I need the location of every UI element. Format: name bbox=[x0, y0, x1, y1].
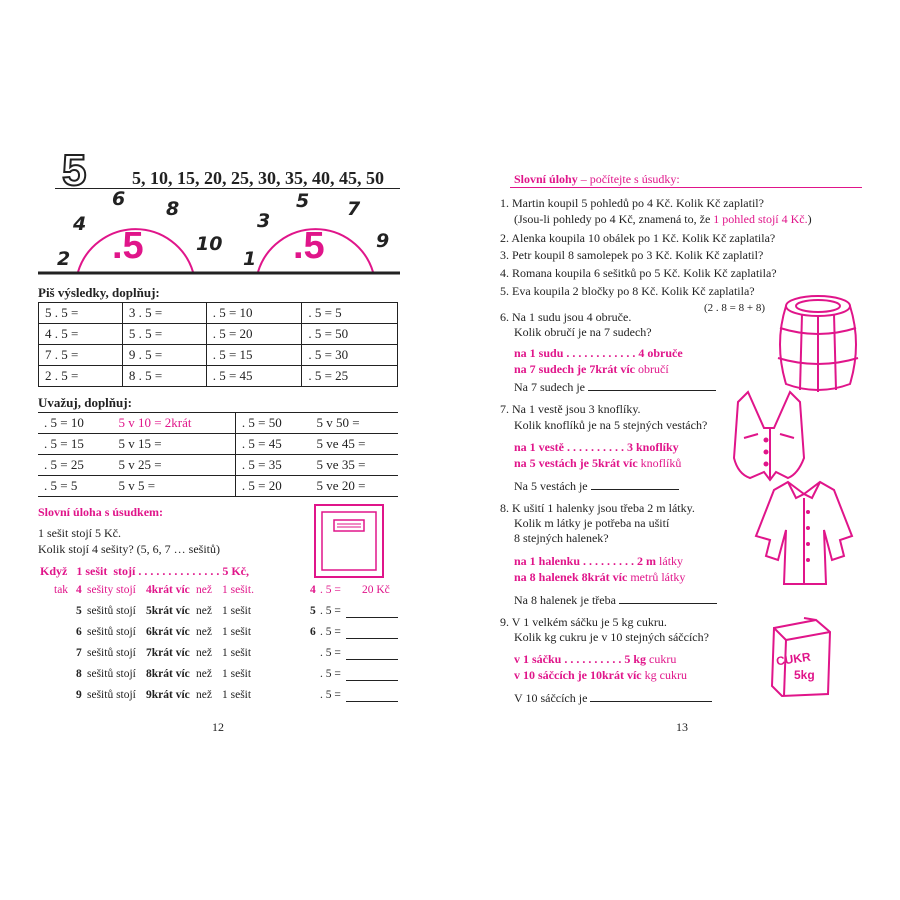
arc-right-center: .5 bbox=[293, 225, 325, 267]
arc-left-num-5: 10 bbox=[196, 233, 223, 255]
row-than: než bbox=[196, 647, 212, 659]
row-calc-rest: . 5 = bbox=[320, 689, 341, 701]
row-than: než bbox=[196, 689, 212, 701]
question-1: 1. Martin koupil 5 pohledů po 4 Kč. Kolik Kč zaplatil? bbox=[500, 196, 764, 210]
arc-left-num-4: 8 bbox=[166, 198, 180, 220]
row-count: 4 bbox=[76, 584, 82, 596]
question-6-line1: 6. Na 1 sudu jsou 4 obruče. bbox=[500, 310, 632, 324]
when-word: Když bbox=[40, 564, 68, 578]
table-cell: 3 . 5 = bbox=[122, 303, 206, 324]
row-than: než bbox=[196, 626, 212, 638]
word-problem-line1: 1 sešit stojí 5 Kč. bbox=[38, 526, 121, 540]
word-problem-title: Slovní úloha s úsudkem: bbox=[38, 505, 164, 519]
table-cell: 5 ve 20 = bbox=[311, 476, 398, 497]
q6-answer-label: Na 7 sudech je bbox=[514, 380, 585, 394]
table-cell: . 5 = 20 bbox=[206, 324, 302, 345]
when-price: stojí . . . . . . . . . . . . . . 5 Kč, bbox=[113, 564, 249, 578]
q9-r1c: cukru bbox=[649, 652, 677, 666]
answer-line[interactable] bbox=[590, 689, 712, 702]
question-8-line2: Kolik m látky je potřeba na ušití bbox=[514, 516, 670, 530]
q9-reason-1 bbox=[514, 651, 676, 667]
table-cell: . 5 = 5 bbox=[302, 303, 398, 324]
row-times: 6krát víc bbox=[146, 626, 190, 638]
right-title bbox=[514, 172, 680, 187]
question-8-line3: 8 stejných halenek? bbox=[514, 531, 609, 545]
row-unit: sešitů stojí bbox=[87, 668, 136, 680]
row-unit: sešitů stojí bbox=[87, 689, 136, 701]
reasoning-row bbox=[40, 664, 400, 685]
barrel-icon bbox=[772, 292, 864, 398]
section1-title: Piš výsledky, doplňuj: bbox=[38, 285, 160, 300]
row-times: 9krát víc bbox=[146, 689, 190, 701]
notebook-icon bbox=[312, 502, 387, 580]
q8-r2b: metrů látky bbox=[630, 570, 686, 584]
q9-answer-label: V 10 sáčcích je bbox=[514, 691, 588, 705]
question-3: 3. Petr koupil 8 samolepek po 3 Kč. Kolik Kč zaplatil? bbox=[500, 248, 764, 262]
q8-answer-label: Na 8 halenek je třeba bbox=[514, 593, 616, 607]
answer-line[interactable] bbox=[591, 477, 679, 490]
arc-right-num-5: 9 bbox=[376, 230, 390, 252]
question-9-line2: Kolik kg cukru je v 10 stejných sáčcích? bbox=[514, 630, 709, 644]
q7-r2a: na 5 vestách je 5krát víc bbox=[514, 456, 638, 470]
row-than: než bbox=[196, 605, 212, 617]
answer-line[interactable] bbox=[588, 378, 716, 391]
q8-r1a: na 1 halenku bbox=[514, 554, 581, 568]
table-cell: . 5 = 45 bbox=[235, 434, 310, 455]
q9-r1b: . . . . . . . . . . 5 kg bbox=[564, 652, 647, 666]
sugar-bag-label-1: CUKR bbox=[775, 649, 812, 669]
page-number-left: 12 bbox=[212, 720, 224, 734]
row-one: 1 sešit bbox=[222, 647, 252, 659]
question-9-line1: 9. V 1 velkém sáčku je 5 kg cukru. bbox=[500, 615, 667, 629]
table-cell: . 5 = 10 bbox=[206, 303, 302, 324]
table-cell: . 5 = 15 bbox=[206, 345, 302, 366]
table-cell: 8 . 5 = bbox=[122, 366, 206, 387]
question-5: 5. Eva koupila 2 bločky po 8 Kč. Kolik Kč zaplatila? bbox=[500, 284, 755, 298]
table-row bbox=[39, 303, 398, 324]
row-count: 9 bbox=[76, 689, 82, 701]
table-cell: 5 ve 45 = bbox=[311, 434, 398, 455]
row-than: než bbox=[196, 668, 212, 680]
row-calc-n: 5 bbox=[310, 605, 316, 617]
q7-reason-2 bbox=[514, 455, 681, 471]
when-line bbox=[40, 564, 249, 579]
q6-r1a: na 1 sudu bbox=[514, 346, 564, 360]
row-one: 1 sešit bbox=[222, 626, 252, 638]
arc-right-num-2: 3 bbox=[257, 210, 271, 232]
row-unit: sešitů stojí bbox=[87, 605, 136, 617]
table-cell: . 5 = 15 bbox=[38, 434, 112, 455]
q7-r2b: knoflíků bbox=[640, 456, 682, 470]
table-cell: 5 ve 35 = bbox=[311, 455, 398, 476]
row-times: 7krát víc bbox=[146, 647, 190, 659]
hint-close: ) bbox=[807, 212, 812, 226]
reasoning-row bbox=[40, 643, 400, 664]
q9-reason-2 bbox=[514, 667, 687, 683]
table-cell: 5 v 5 = bbox=[112, 476, 235, 497]
q6-answer bbox=[514, 378, 716, 395]
table-cell: 5 v 50 = bbox=[311, 413, 398, 434]
table-cell: 5 v 25 = bbox=[112, 455, 235, 476]
reasoning-row bbox=[40, 622, 400, 643]
table-row bbox=[38, 434, 398, 455]
q6-reason-1 bbox=[514, 345, 683, 361]
arc-left-center: .5 bbox=[112, 225, 144, 267]
row-than: než bbox=[196, 584, 212, 596]
header-rule bbox=[55, 188, 400, 189]
row-count: 5 bbox=[76, 605, 82, 617]
row-calc-rest: . 5 = bbox=[320, 626, 341, 638]
big-digit: 5 bbox=[62, 146, 87, 195]
table-cell: . 5 = 5 bbox=[38, 476, 112, 497]
row-count: 8 bbox=[76, 668, 82, 680]
answer-line[interactable] bbox=[619, 591, 717, 604]
arc-right-num-1: 1 bbox=[243, 248, 257, 270]
table-cell: 4 . 5 = bbox=[39, 324, 123, 345]
q6-reason-2 bbox=[514, 361, 669, 377]
table-cell: . 5 = 45 bbox=[206, 366, 302, 387]
row-answer: 20 Kč bbox=[362, 584, 390, 596]
shirt-icon bbox=[748, 476, 860, 594]
row-one: 1 sešit bbox=[222, 689, 252, 701]
table-row bbox=[38, 413, 398, 434]
table-row bbox=[38, 455, 398, 476]
table-cell: 7 . 5 = bbox=[39, 345, 123, 366]
word-problem-line2: Kolik stojí 4 sešity? (5, 6, 7 … sešitů) bbox=[38, 542, 220, 556]
q8-answer bbox=[514, 591, 717, 608]
answer-line[interactable] bbox=[346, 680, 398, 681]
row-unit: sešitů stojí bbox=[87, 626, 136, 638]
question-7-line1: 7. Na 1 vestě jsou 3 knoflíky. bbox=[500, 402, 641, 416]
reasoning-row bbox=[40, 601, 400, 622]
arc-right-num-4: 7 bbox=[347, 198, 361, 220]
question-5-hint: (2 . 8 = 8 + 8) bbox=[704, 302, 765, 314]
row-calc-n: 6 bbox=[310, 626, 316, 638]
row-calc-rest: . 5 = bbox=[320, 605, 341, 617]
sugar-bag-label-2: 5kg bbox=[794, 668, 815, 682]
row-calc-rest: . 5 = bbox=[320, 668, 341, 680]
table-row bbox=[39, 366, 398, 387]
row-prefix: tak bbox=[54, 584, 69, 596]
row-one: 1 sešit bbox=[222, 668, 252, 680]
q6-r1b: . . . . . . . . . . . . 4 obruče bbox=[566, 346, 683, 360]
table-cell: . 5 = 35 bbox=[235, 455, 310, 476]
q8-reason-2 bbox=[514, 569, 685, 585]
q8-r1c: látky bbox=[659, 554, 684, 568]
question-7-line2: Kolik knoflíků je na 5 stejných vestách? bbox=[514, 418, 708, 432]
table-cell: . 5 = 50 bbox=[302, 324, 398, 345]
question-6-line2: Kolik obručí je na 7 sudech? bbox=[514, 325, 652, 339]
table-row bbox=[39, 345, 398, 366]
q7-answer bbox=[514, 477, 679, 494]
row-calc-n: 4 bbox=[310, 584, 316, 596]
arc-left-num-1: 2 bbox=[57, 248, 71, 270]
right-title-main: Slovní úlohy bbox=[514, 172, 578, 186]
multiples-sequence: 5, 10, 15, 20, 25, 30, 35, 40, 45, 50 bbox=[132, 168, 384, 188]
q9-answer bbox=[514, 689, 712, 706]
q6-r2a: na 7 sudech je 7krát víc bbox=[514, 362, 635, 376]
row-unit: sešitů stojí bbox=[87, 647, 136, 659]
reasoning-row bbox=[40, 580, 400, 601]
q8-reason-1 bbox=[514, 553, 683, 569]
q7-r1a: na 1 vestě bbox=[514, 440, 564, 454]
table-cell: . 5 = 25 bbox=[38, 455, 112, 476]
table-cell: 5 . 5 = bbox=[39, 303, 123, 324]
table-row bbox=[39, 324, 398, 345]
row-calc-rest: . 5 = bbox=[320, 584, 341, 596]
reasoning-row bbox=[40, 685, 400, 706]
table-row bbox=[38, 476, 398, 497]
right-title-rest: – počítejte s úsudky: bbox=[577, 172, 680, 186]
q8-r2a: na 8 halenek 8krát víc bbox=[514, 570, 628, 584]
question-8-line1: 8. K ušití 1 halenky jsou třeba 2 m látky. bbox=[500, 501, 695, 515]
q7-reason-1 bbox=[514, 439, 679, 455]
row-count: 6 bbox=[76, 626, 82, 638]
page-number-right: 13 bbox=[676, 720, 688, 734]
table-cell: . 5 = 50 bbox=[235, 413, 310, 434]
table2 bbox=[38, 412, 398, 497]
row-times: 4krát víc bbox=[146, 584, 190, 596]
q9-r1a: v 1 sáčku bbox=[514, 652, 562, 666]
table1 bbox=[38, 302, 398, 387]
right-title-rule bbox=[510, 187, 862, 188]
answer-line[interactable] bbox=[346, 701, 398, 702]
table-cell: . 5 = 30 bbox=[302, 345, 398, 366]
table-cell: . 5 = 20 bbox=[235, 476, 310, 497]
row-count: 7 bbox=[76, 647, 82, 659]
answer-line[interactable] bbox=[346, 638, 398, 639]
row-unit: sešity stojí bbox=[87, 584, 136, 596]
question-2: 2. Alenka koupila 10 obálek po 1 Kč. Kolik Kč zaplatila? bbox=[500, 231, 776, 245]
section2-title: Uvažuj, doplňuj: bbox=[38, 395, 132, 410]
q7-r1b: . . . . . . . . . . 3 knoflíky bbox=[567, 440, 679, 454]
q6-r2b: obručí bbox=[638, 362, 669, 376]
q7-answer-label: Na 5 vestách je bbox=[514, 479, 588, 493]
question-1-hint bbox=[514, 211, 812, 227]
hint-text: (Jsou-li pohledy po 4 Kč, znamená to, že bbox=[514, 212, 711, 226]
row-times: 5krát víc bbox=[146, 605, 190, 617]
arc-right-num-3: 5 bbox=[296, 190, 310, 212]
hint-highlight: 1 pohled stojí 4 Kč. bbox=[713, 212, 808, 226]
row-times: 8krát víc bbox=[146, 668, 190, 680]
table-cell: 9 . 5 = bbox=[122, 345, 206, 366]
table-cell: . 5 = 25 bbox=[302, 366, 398, 387]
one-notebook: 1 sešit bbox=[76, 564, 108, 578]
q9-r2b: kg cukru bbox=[644, 668, 687, 682]
table-cell: 2 . 5 = bbox=[39, 366, 123, 387]
table-cell: . 5 = 10 bbox=[38, 413, 112, 434]
table-cell: 5 v 10 = 2krát bbox=[112, 413, 235, 434]
reasoning-rows bbox=[40, 580, 400, 706]
arc-left-num-3: 6 bbox=[112, 188, 126, 210]
row-one: 1 sešit. bbox=[222, 584, 254, 596]
q8-r1b: . . . . . . . . . 2 m bbox=[583, 554, 657, 568]
row-one: 1 sešit bbox=[222, 605, 252, 617]
row-calc-rest: . 5 = bbox=[320, 647, 341, 659]
answer-line[interactable] bbox=[346, 659, 398, 660]
vest-icon bbox=[730, 388, 808, 484]
answer-line[interactable] bbox=[346, 617, 398, 618]
question-4: 4. Romana koupila 6 sešitků po 5 Kč. Kolik Kč zaplatila? bbox=[500, 266, 777, 280]
table-cell: 5 v 15 = bbox=[112, 434, 235, 455]
table-cell: 5 . 5 = bbox=[122, 324, 206, 345]
arc-left-num-2: 4 bbox=[73, 213, 87, 235]
q9-r2a: v 10 sáčcích je 10krát víc bbox=[514, 668, 642, 682]
